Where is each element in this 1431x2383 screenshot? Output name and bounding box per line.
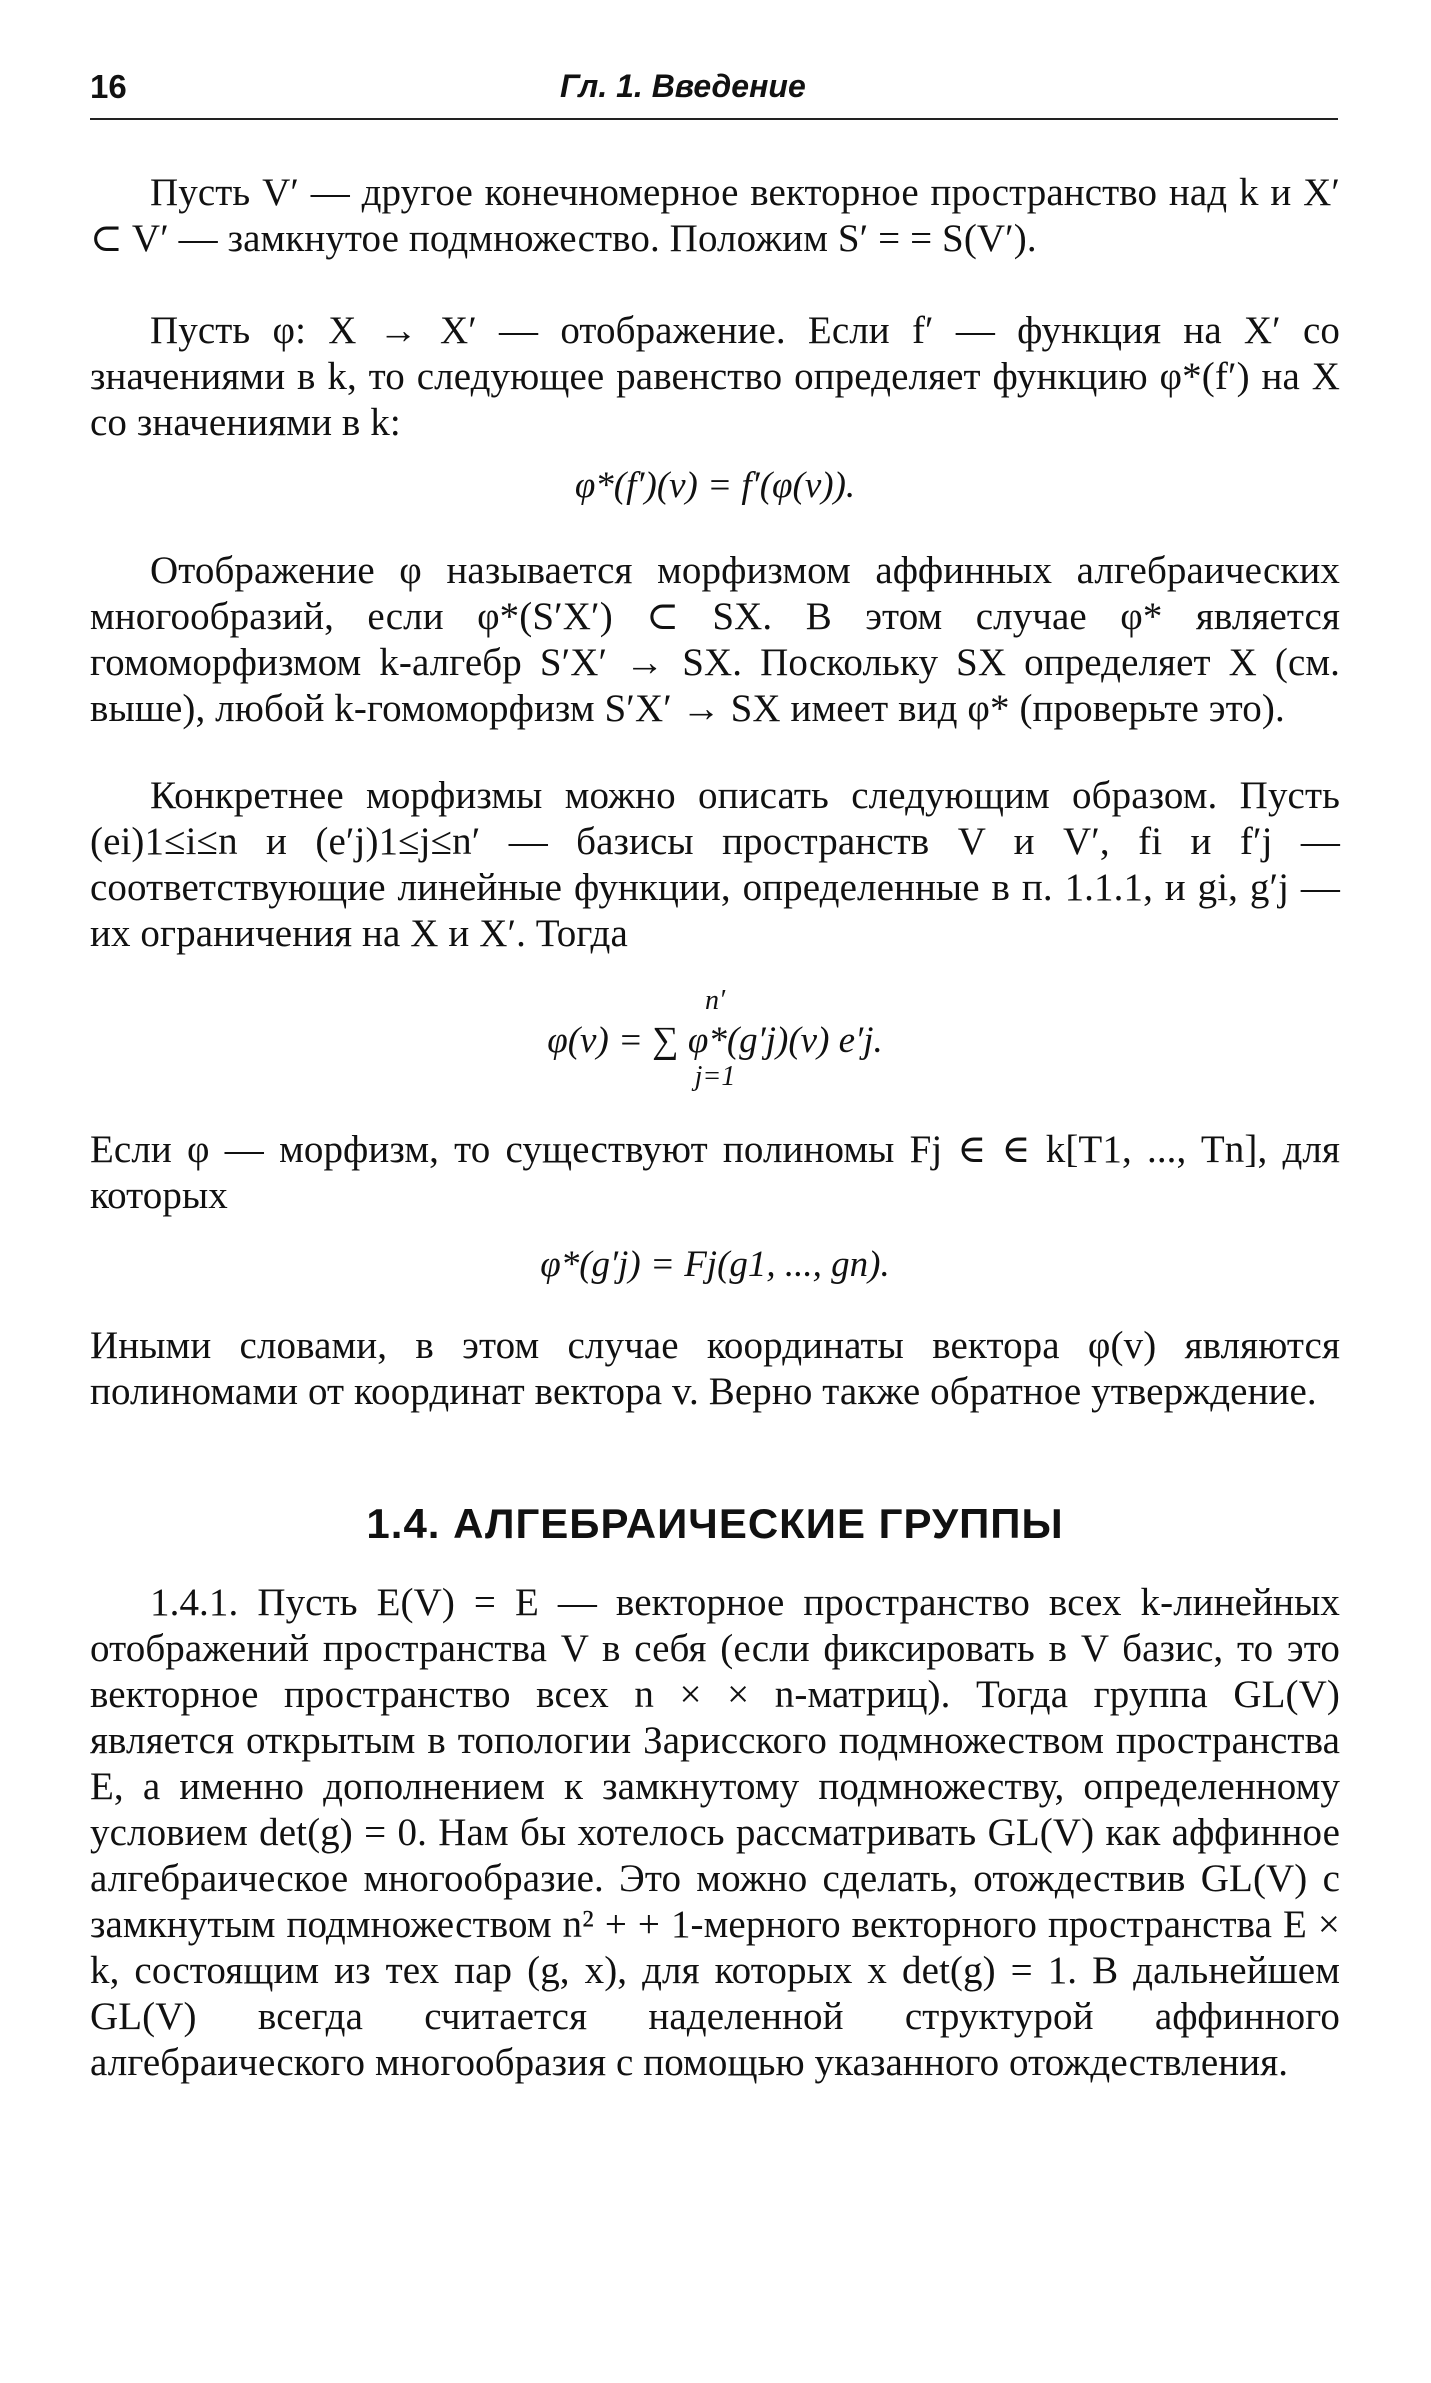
formula-2: φ(v) = ∑ φ*(g′j)(v) e′j.: [547, 1020, 883, 1061]
running-head: [90, 62, 1338, 120]
paragraph-2: Пусть φ: X → X′ — отображение. Если f′ — функция на X′ со значениями в k, то следующее равенство определяет функцию φ*(f′) на X со значениями в k:: [90, 309, 1340, 444]
paragraph-6: Иными словами, в этом случае координаты вектора φ(v) являются полиномами от координат вектора v. Верно также обратное утверждение.: [90, 1324, 1340, 1413]
page-number: 16: [90, 68, 127, 105]
paragraph-7: 1.4.1. Пусть E(V) = E — векторное пространство всех k-линейных отображений пространства V в себя (если фиксировать в V базис, то это векторное пространство всех n × × n-матриц). Тогда группа GL(V) является открытым в топологии Зарисского подмножеством пространства E, а именно дополнением к замкнутому подмножеству, определенному условием det(g) = 0. Нам бы хотелось рассматривать GL(V) как аффинное алгебраическое многообразие. Это можно сделать, отождествив GL(V) с замкнутым подмножеством n² + + 1-мерного векторного пространства E × k, состоящим из тех пар (g, x), для которых x det(g) = 1. В дальнейшем GL(V) всегда считается наделенной структурой аффинного алгебраического многообразия с помощью указанного отождествления.: [90, 1581, 1340, 2084]
chapter-title: Гл. 1. Введение: [560, 68, 806, 104]
section-heading: 1.4. АЛГЕБРАИЧЕСКИЕ ГРУППЫ: [366, 1500, 1064, 1547]
paragraph-4: Конкретнее морфизмы можно описать следующим образом. Пусть (ei)1≤i≤n и (e′j)1≤j≤n′ — базисы пространств V и V′, fi и f′j — соответствующие линейные функции, определенные в п. 1.1.1, и gi, g′j — их ограничения на X и X′. Тогда: [90, 774, 1340, 955]
formula-3: φ*(g′j) = Fj(g1, ..., gn).: [540, 1244, 890, 1285]
paragraph-5: Если φ — морфизм, то существуют полиномы Fj ∈ ∈ k[T1, ..., Tn], для которых: [90, 1128, 1340, 1217]
paragraph-3: Отображение φ называется морфизмом аффинных алгебраических многообразий, если φ*(S′X′) ⊂ SX. В этом случае φ* является гомоморфизмом k-алгебр S′X′ → SX. Поскольку SX определяет X (см. выше), любой k-гомоморфизм S′X′ → SX имеет вид φ* (проверьте это).: [90, 549, 1340, 730]
formula-2-lower-limit: j=1: [694, 1061, 736, 1092]
paragraph-1: Пусть V′ — другое конечномерное векторное пространство над k и X′ ⊂ V′ — замкнутое подмножество. Положим S′ = = S(V′).: [90, 171, 1340, 260]
formula-2-upper-limit: n′: [704, 985, 726, 1016]
formula-1: φ*(f′)(v) = f′(φ(v)).: [574, 465, 856, 506]
